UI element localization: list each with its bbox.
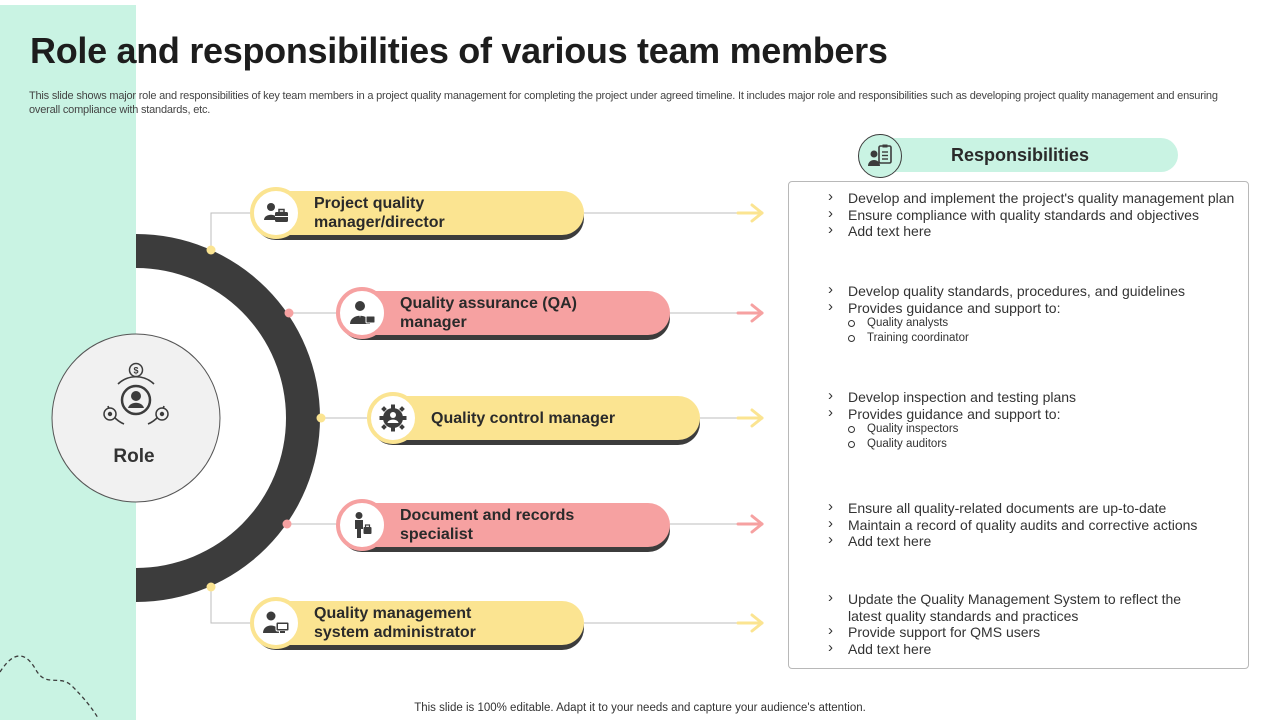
- footer-note: This slide is 100% editable. Adapt it to your needs and capture your audience's attention.: [414, 702, 866, 714]
- responsibility-item: › Develop and implement the project's quality management plan: [828, 190, 1248, 207]
- arc-dot-2: [285, 309, 294, 318]
- page-title: Role and responsibilities of various team members: [30, 30, 888, 71]
- arc-dot-5: [207, 583, 216, 592]
- arrow-icon-1: [738, 205, 762, 221]
- manager-briefcase-icon: [250, 187, 302, 239]
- responsibility-group-2: [828, 283, 1248, 346]
- responsibility-item: › Provide support for QMS users: [828, 624, 1248, 641]
- role-pill-qa-manager: [340, 291, 670, 335]
- responsibility-group-1: [828, 190, 1248, 240]
- role-label-3: Quality control manager: [431, 409, 616, 427]
- role-label-4: Document and records specialist: [400, 507, 575, 543]
- role-label-5: Quality management system administrator: [314, 605, 476, 641]
- responsibility-item: › Update the Quality Management System to reflect the latest quality standards and practices: [828, 591, 1248, 624]
- responsibility-group-3: [828, 389, 1248, 452]
- role-circle: [52, 334, 220, 502]
- responsibility-subitem: Training coordinator: [828, 331, 1248, 346]
- responsibility-item: › Provides guidance and support to:: [828, 300, 1248, 317]
- arc-dot-1: [207, 246, 216, 255]
- arrow-icon-5: [738, 615, 762, 631]
- responsibility-item: › Maintain a record of quality audits and corrective actions: [828, 517, 1248, 534]
- responsibility-item: › Develop quality standards, procedures, and guidelines: [828, 283, 1248, 300]
- responsibility-item: › Provides guidance and support to:: [828, 406, 1248, 423]
- svg-text:$: $: [133, 365, 139, 376]
- responsibility-subitem: Quality analysts: [828, 316, 1248, 331]
- specialist-folder-icon: [336, 499, 388, 551]
- qa-manager-icon: [336, 287, 388, 339]
- arrow-icon-3: [738, 410, 762, 426]
- arrow-icon-4: [738, 516, 762, 532]
- gear-worker-icon: [367, 392, 419, 444]
- responsibility-item: › Develop inspection and testing plans: [828, 389, 1248, 406]
- responsibility-item: › Add text here: [828, 223, 1248, 240]
- responsibility-group-4: [828, 500, 1248, 550]
- role-label-2: Quality assurance (QA) manager: [400, 295, 577, 331]
- responsibility-item: › Ensure compliance with quality standards and objectives: [828, 207, 1248, 224]
- admin-computer-icon: [250, 597, 302, 649]
- role-label-1: Project quality manager/director: [314, 195, 445, 231]
- arc-dot-4: [283, 520, 292, 529]
- role-label: Role: [113, 446, 155, 467]
- role-pill-project-quality-manager: [254, 191, 584, 235]
- arrow-icon-2: [738, 305, 762, 321]
- arc-dot-3: [317, 414, 326, 423]
- role-pill-document-records-specialist: [340, 503, 670, 547]
- page-subtitle: This slide shows major role and responsibilities of key team members in a project quality management for completing the project under agreed timeline. It includes major role and responsibilities such as developing project quality management and ensuring overall compliance with standards, etc.: [29, 90, 1218, 116]
- responsibility-item: › Add text here: [828, 533, 1248, 550]
- responsibility-subitem: Quality inspectors: [828, 422, 1248, 437]
- clipboard-person-icon: [858, 134, 902, 178]
- role-pill-qms-administrator: [254, 601, 584, 645]
- responsibility-item: › Add text here: [828, 641, 1248, 658]
- role-pill-quality-control-manager: [371, 396, 700, 440]
- responsibility-group-5: [828, 591, 1248, 657]
- responsibility-subitem: Quality auditors: [828, 437, 1248, 452]
- responsibility-item: › Ensure all quality-related documents are up-to-date: [828, 500, 1248, 517]
- responsibilities-title: Responsibilities: [950, 145, 1090, 165]
